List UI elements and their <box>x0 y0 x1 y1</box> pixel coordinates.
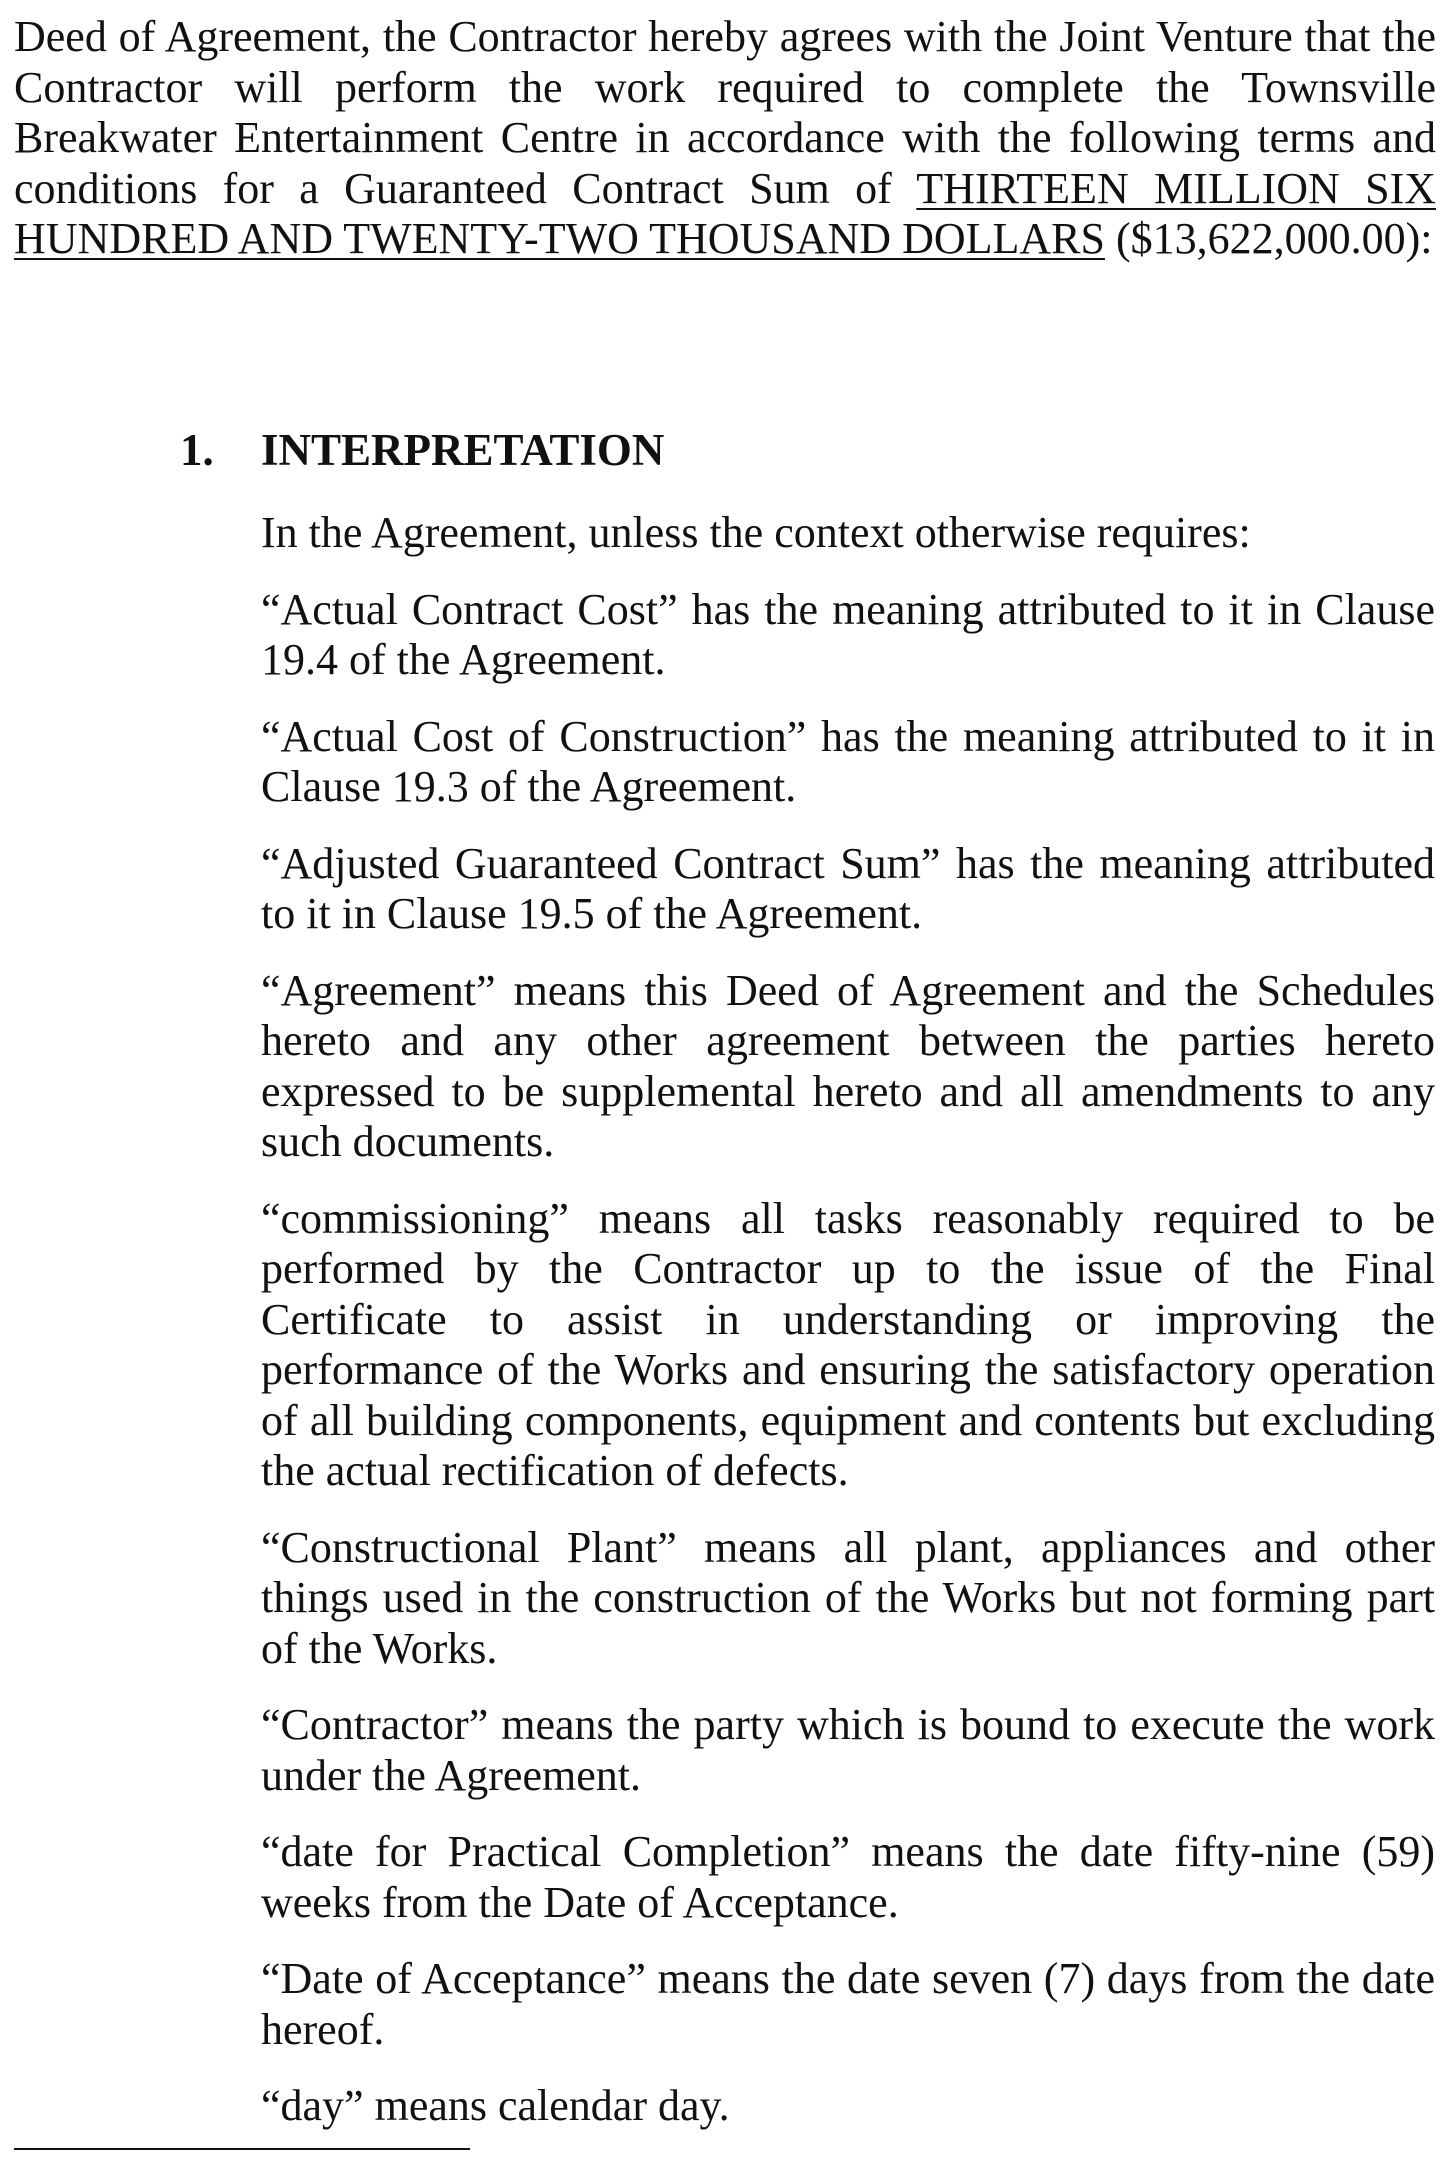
definition-adjusted-guaranteed-contract-sum: “Adjusted Guaranteed Contract Sum” has the meaning attributed to it in Clause 19.5 of the Agreement. <box>261 838 1435 938</box>
definition-day: “day” means calendar day. <box>261 2081 730 2130</box>
definition-commissioning: “commissioning” means all tasks reasonably required to be performed by the Contractor up to the issue of the Final Certificate to assist in understanding or improving the performance of the Works and ensuring the satisfactory operation of all building components, equipment and contents but excluding the actual rectification of defects. <box>261 1193 1435 1495</box>
definition-date-for-practical-completion: “date for Practical Completion” means the date fifty-nine (59) weeks from the Date of Acceptance. <box>261 1827 1435 1927</box>
section-number: 1. <box>180 425 214 475</box>
definition-constructional-plant: “Constructional Plant” means all plant, appliances and other things used in the construction of the Works but not forming part of the Works. <box>261 1522 1435 1673</box>
contract-sum-figures: ($13,622,000.00): <box>1104 214 1433 263</box>
definition-actual-contract-cost: “Actual Contract Cost” has the meaning attributed to it in Clause 19.4 of the Agreement. <box>261 584 1435 684</box>
footnote-divider <box>14 2148 470 2150</box>
contract-sum-words: THIRTEEN MILLION SIX HUNDRED AND TWENTY-TWO THOUSAND DOLLARS <box>14 163 1436 263</box>
definition-date-of-acceptance: “Date of Acceptance” means the date seven (7) days from the date hereof. <box>261 1954 1435 2054</box>
definition-contractor: “Contractor” means the party which is bound to execute the work under the Agreement. <box>261 1700 1435 1800</box>
definition-actual-cost-of-construction: “Actual Cost of Construction” has the meaning attributed to it in Clause 19.3 of the Agreement. <box>261 711 1435 811</box>
definitions-lead-in: In the Agreement, unless the context otherwise requires: <box>261 508 1251 557</box>
definitions-list <box>261 508 1435 2158</box>
intro-text: Deed of Agreement, the Contractor hereby agrees with the Joint Venture that the Contractor will perform the work required to complete the Townsville Breakwater Entertainment Centre in accordance with the following terms and conditions for a Guaranteed Contract Sum of <box>14 12 1436 213</box>
section-heading <box>180 424 664 476</box>
definition-agreement: “Agreement” means this Deed of Agreement and the Schedules hereto and any other agreement between the parties hereto expressed to be supplemental hereto and all amendments to any such documents. <box>261 965 1435 1166</box>
section-title: INTERPRETATION <box>261 425 665 475</box>
intro-paragraph <box>14 12 1436 265</box>
